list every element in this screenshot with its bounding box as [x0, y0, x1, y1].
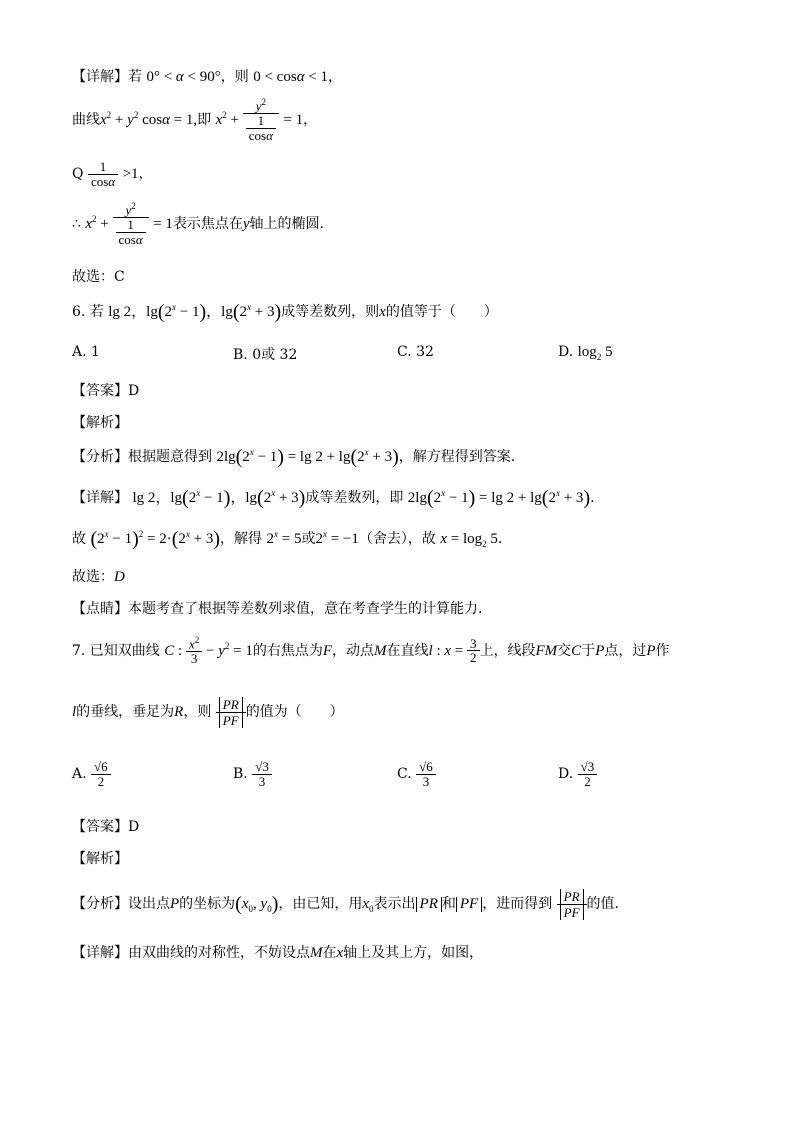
- fraction: $\frac{y^2}{\frac{1}{\cos\alpha}}$: [243, 98, 279, 142]
- fraction: $\frac{PR}{PF}$: [557, 888, 587, 920]
- fraction: $\frac{x^2}{3}$: [186, 636, 202, 666]
- option-a: A. 1: [72, 344, 100, 360]
- fraction: $\frac{1}{\cos\alpha}$: [88, 160, 118, 188]
- option-b: B. 0或 32: [233, 347, 298, 363]
- jiexi-7: 【解析】: [72, 851, 128, 867]
- fenxi-6: 【分析】根据题意得到 $2\lg(2^x - 1) = \lg 2 + \lg(2^x + 3)$，解方程得到答案.: [72, 446, 516, 468]
- xiangjie-6: 【详解】 lg 2，$\lg(2^x - 1)$，$\lg(2^x + 3)$成等差数列，即 $2\lg(2^x - 1) = \lg 2 + \lg(2^x + 3)$.: [72, 487, 595, 509]
- option-d-7: D. $\frac{√3}{2}$: [558, 760, 597, 788]
- fraction: $\frac{y^2}{\frac{1}{\cos\alpha}}$: [113, 202, 149, 246]
- guxuan-6: 故选：D: [72, 569, 125, 585]
- curve-line: 曲线$x^2 + y^2$ cosα = 1,即 $x^2$ + $\frac{y^2}{\frac{1}{\cos\alpha}}$ = 1，: [72, 97, 318, 143]
- gu-line-6: 故 $(2^x - 1)^2 = 2\cdot(2^x + 3)$，解得 $2^x = 5$或$2^x = -1$（舍去），故 $x = \log_2 5$.: [72, 528, 503, 550]
- xiangjie-7: 【详解】由双曲线的对称性，不妨设点M在x轴上及其上方，如图，: [72, 945, 484, 961]
- option-c-7: C. $\frac{√6}{3}$: [397, 760, 436, 788]
- option-d: D. $\log_2 5$: [558, 344, 613, 362]
- therefore-line: ∴ $x^2$ + $\frac{y^2}{\frac{1}{\cos\alpha}}$ = 1表示焦点在y轴上的椭圆.: [72, 201, 324, 247]
- question-7-stem: 7. 已知双曲线 C : $\frac{x^2}{3}$ − $y^2 = 1$的右焦点为F，动点M在直线l : x = $\frac{3}{2}$ 上，线段FM交C于P点，过P作: [72, 635, 670, 666]
- fraction: $\frac{PR}{PF}$: [216, 696, 246, 728]
- answer-line-5: 故选：C: [72, 269, 125, 285]
- dianjing-6: 【点睛】本题考查了根据等差数列求值，意在考查学生的计算能力.: [72, 601, 483, 617]
- question-7-line2: l的垂线，垂足为R，则 $\frac{PR}{PF}$ 的值为（ ）: [72, 696, 344, 729]
- q-line: Q $\frac{1}{\cos\alpha}$ >1，: [72, 159, 153, 189]
- detail-tag: 【详解】: [72, 69, 128, 85]
- option-a-7: A. $\frac{√6}{2}$: [72, 760, 111, 788]
- answer-7: 【答案】D: [72, 819, 140, 835]
- fenxi-7: 【分析】设出点P的坐标为($x_0$, $y_0$)，由已知，用$x_0$表示出 PR 和 PF ，进而得到 $\frac{PR}{PF}$ 的值.: [72, 888, 619, 921]
- question-6-stem: 6. 若 lg 2，$\lg(2^x - 1)$，$\lg(2^x + 3)$成等差数列，则x的值等于（ ）: [72, 301, 498, 323]
- option-b-7: B. $\frac{√3}{3}$: [233, 760, 272, 788]
- fraction: $\frac{3}{2}$: [467, 637, 480, 665]
- option-c: C. 32: [397, 344, 434, 360]
- detail-line-1: 【详解】若 0° < α < 90°，则 0 < cosα < 1，: [72, 69, 343, 85]
- answer-6: 【答案】D: [72, 383, 140, 399]
- jiexi-6: 【解析】: [72, 415, 128, 431]
